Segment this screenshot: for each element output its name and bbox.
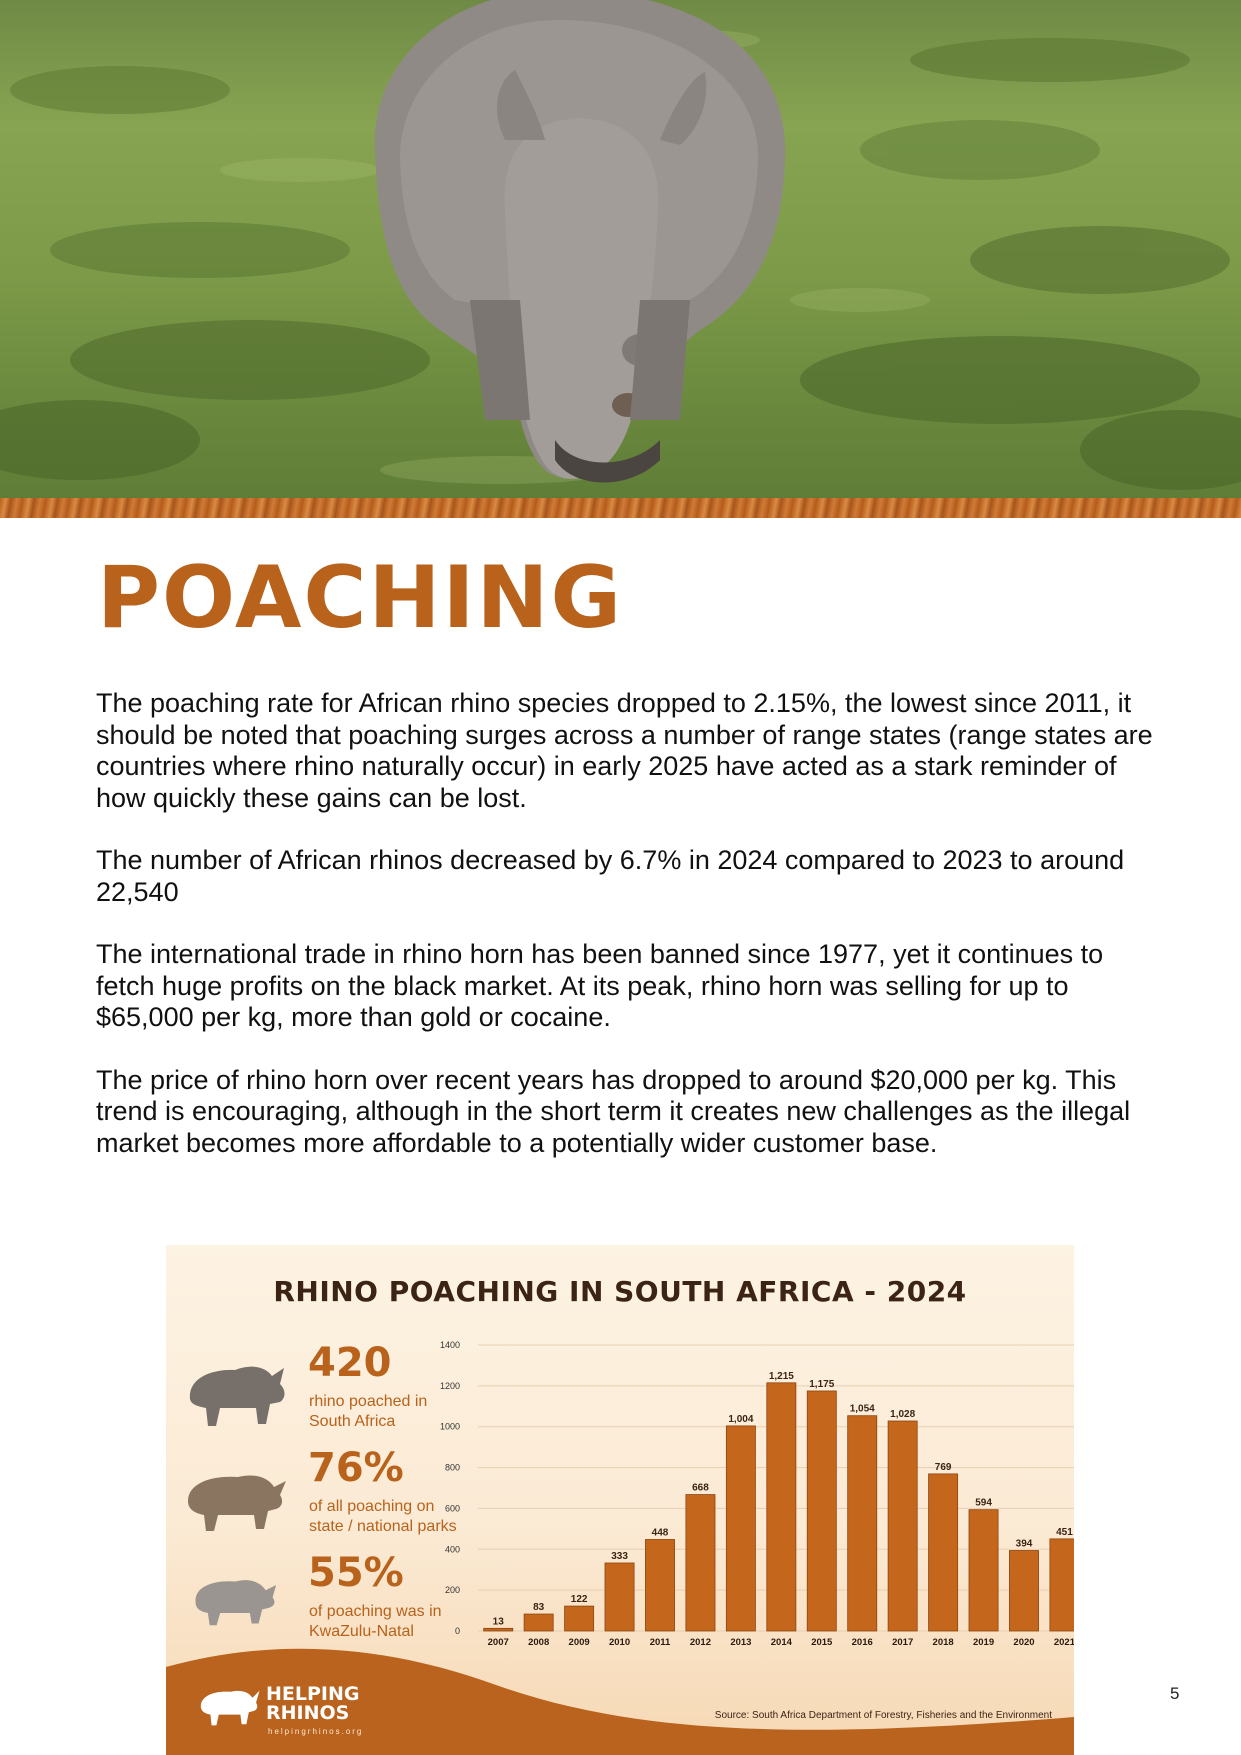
data-label: 1,028 [890,1408,916,1420]
x-tick-label: 2009 [568,1637,590,1648]
bar-2014 [767,1383,796,1631]
data-label: 394 [1015,1538,1033,1550]
data-label: 1,004 [728,1413,754,1425]
bar-2008 [524,1614,553,1631]
rhino-icon [180,1459,290,1539]
paragraph-poaching-rate: The poaching rate for African rhino species dropped to 2.15%, the lowest since 2011, it should be noted that poaching surges across a number of range states (range states are countries where rhino naturally occur) in early 2025 have acted as a stark reminder of how quickly these gains can be lost. [96,688,1153,813]
paragraph-population: The number of African rhinos decreased by 6.7% in 2024 compared to 2023 to around 22,540 [96,845,1125,907]
page-number: 5 [1170,1684,1180,1703]
stat-state-parks [166,1445,456,1555]
poaching-bar-chart: 020040060080010001200140013200783200812220093332010448201166820121,00420131,21520141,17520151,05420161,02820177692018594201939420204512021448202249920234202024 [426,1325,1074,1649]
x-tick-label: 2015 [811,1637,833,1648]
y-tick-label: 1000 [439,1421,460,1432]
data-label: 122 [570,1594,588,1606]
paragraph-horn-price: The price of rhino horn over recent years has dropped to around $20,000 per kg. This trend is encouraging, although in the short term it creates new challenges as the illegal market becomes more affordable to a potentially wider customer base. [96,1064,1131,1158]
rhino-grazing-illustration [0,0,1241,498]
bar-2010 [605,1563,634,1631]
x-tick-label: 2014 [770,1637,792,1648]
source-note: Source: South Africa Department of Forestry, Fisheries and the Environment [714,1710,1052,1721]
data-label: 594 [975,1497,992,1509]
y-tick-label: 1200 [439,1380,460,1391]
stat-rhino-poached [166,1340,456,1450]
data-label: 83 [533,1602,545,1614]
y-tick-label: 400 [444,1544,460,1555]
x-tick-label: 2016 [851,1637,873,1648]
y-tick-label: 1400 [439,1340,460,1350]
x-tick-label: 2017 [892,1637,914,1648]
decorative-texture-band [0,498,1241,518]
x-tick-label: 2010 [608,1637,631,1648]
bar-2020 [1009,1551,1038,1631]
bar-2016 [848,1416,877,1631]
data-label: 769 [934,1461,952,1473]
data-label: 668 [692,1482,709,1494]
data-label: 1,175 [809,1378,835,1390]
x-tick-label: 2012 [689,1637,712,1648]
hero-photo [0,0,1241,498]
brand-url: helpingrhinos.org [268,1727,364,1736]
rhino-icon [180,1354,290,1434]
infographic-title: RHINO POACHING IN SOUTH AFRICA - 2024 [273,1275,967,1308]
data-label: 13 [492,1616,504,1628]
stat-label: rhino poached in South Africa [309,1393,428,1430]
y-tick-label: 800 [444,1462,460,1473]
y-tick-label: 0 [454,1626,460,1636]
stat-value: 55% [308,1550,404,1596]
bar-2013 [726,1426,755,1631]
y-tick-label: 600 [444,1503,460,1514]
body-text [96,688,1156,1190]
data-label: 333 [611,1550,628,1562]
rhino-icon [180,1564,290,1634]
bar-2007 [484,1628,513,1631]
x-tick-label: 2011 [649,1637,671,1648]
bar-2017 [888,1421,917,1631]
data-label: 451 [1056,1526,1073,1538]
paragraph-horn-trade: The international trade in rhino horn has been banned since 1977, yet it continues to fetch huge profits on the black market. At its peak, rhino horn was selling for up to $65,000 per kg, more than gold or cocaine. [96,939,1104,1032]
x-tick-label: 2021 [1053,1637,1076,1648]
stat-label: of all poaching on state / national parks [309,1498,457,1535]
data-label: 1,215 [768,1370,794,1382]
page-title: POACHING [97,548,624,648]
x-tick-label: 2007 [487,1637,509,1648]
stat-value: 420 [308,1340,392,1386]
bar-2009 [565,1606,594,1631]
bar-2015 [807,1391,836,1631]
data-label: 448 [651,1527,669,1539]
stat-value: 76% [308,1445,404,1491]
bar-2012 [686,1495,715,1631]
x-tick-label: 2013 [730,1637,752,1648]
bar-2018 [929,1474,958,1631]
x-tick-label: 2008 [528,1637,550,1648]
bar-2021 [1050,1539,1074,1631]
bar-2019 [969,1510,998,1631]
data-label: 1,054 [849,1403,875,1415]
x-tick-label: 2019 [972,1637,995,1648]
bar-2011 [645,1539,674,1631]
x-tick-label: 2020 [1013,1637,1035,1648]
stat-label: of poaching was in KwaZulu-Natal [309,1603,442,1640]
y-tick-label: 200 [444,1585,460,1596]
x-tick-label: 2018 [932,1637,954,1648]
helping-rhinos-logo-icon [194,1681,264,1729]
poaching-infographic [166,1245,1197,1755]
brand-name: HELPING RHINOS [266,1683,360,1724]
